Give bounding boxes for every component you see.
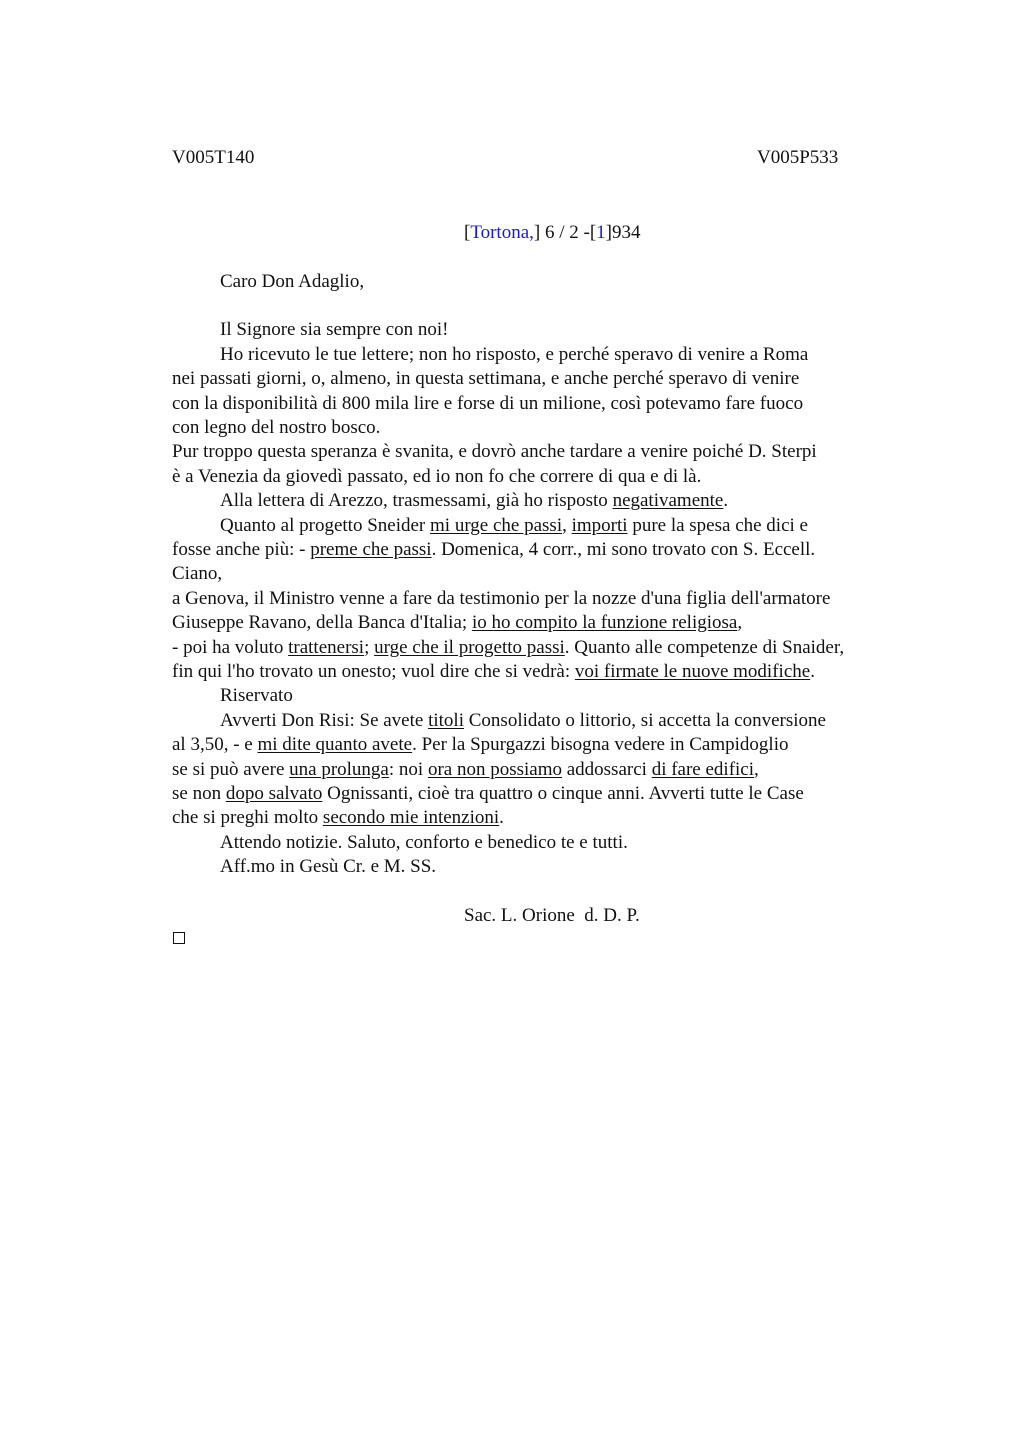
text-run: . bbox=[723, 490, 729, 511]
underlined-text: secondo mie intenzioni bbox=[322, 807, 500, 828]
text-run: Consolidato o littorio, si accetta la conversione bbox=[464, 710, 826, 731]
end-marker-square bbox=[173, 932, 185, 944]
body-line: nei passati giorni, o, almeno, in questa settimana, e anche perché speravo di venire bbox=[172, 368, 800, 389]
body-line bbox=[172, 806, 504, 830]
underlined-text: dopo salvato bbox=[225, 783, 323, 804]
text-run: . Domenica, 4 corr., mi sono trovato con S. Eccell. bbox=[431, 539, 816, 560]
body-line bbox=[172, 782, 804, 806]
body-line bbox=[220, 709, 826, 733]
underlined-text: urge che il progetto passi bbox=[374, 637, 565, 658]
body-line: con la disponibilità di 800 mila lire e forse di un milione, così potevamo fare fuoco bbox=[172, 393, 804, 414]
underlined-text: di fare edifici bbox=[651, 759, 755, 780]
text-run: Ognissanti, cioè tra quattro o cinque anni. Avverti tutte le Case bbox=[322, 783, 804, 804]
text-run: fosse anche più: - bbox=[172, 539, 311, 560]
text-run: - poi ha voluto bbox=[172, 637, 289, 658]
text-run: Giuseppe Ravano, della Banca d'Italia; bbox=[172, 612, 472, 633]
body-line: a Genova, il Ministro venne a fare da testimonio per la nozze d'una figlia dell'armatore bbox=[172, 588, 831, 609]
body-line: Pur troppo questa speranza è svanita, e dovrò anche tardare a venire poiché D. Sterpi bbox=[172, 441, 817, 462]
body-line bbox=[172, 538, 815, 562]
body-line bbox=[172, 611, 742, 635]
underlined-text: titoli bbox=[428, 710, 464, 731]
header-left-code: V005T140 bbox=[172, 147, 255, 168]
text-run: . bbox=[499, 807, 504, 828]
underlined-text: io ho compito la funzione religiosa bbox=[471, 612, 738, 633]
closing-line: Attendo notizie. Saluto, conforto e benedico te e tutti. bbox=[220, 832, 628, 853]
underlined-text: preme che passi bbox=[310, 539, 432, 560]
date-place-link[interactable]: Tortona, bbox=[470, 222, 534, 243]
text-run: Avverti Don Risi: Se avete bbox=[220, 710, 429, 731]
underlined-text: voi firmate le nuove modifiche bbox=[574, 661, 811, 682]
text-run: ; bbox=[364, 637, 375, 658]
salutation: Caro Don Adaglio, bbox=[220, 271, 365, 292]
body-line: con legno del nostro bosco. bbox=[172, 417, 381, 438]
body-line bbox=[172, 733, 788, 757]
text-run: se si può avere bbox=[172, 759, 290, 780]
text-run: addossarci bbox=[561, 759, 652, 780]
text-run: , bbox=[754, 759, 759, 780]
body-line bbox=[172, 636, 844, 660]
text-run: . bbox=[810, 661, 815, 682]
body-line bbox=[172, 660, 815, 684]
body-line bbox=[220, 514, 808, 538]
text-run: , bbox=[562, 515, 572, 536]
underlined-text: importi bbox=[571, 515, 628, 536]
text-run: Alla lettera di Arezzo, trasmessami, già ho risposto bbox=[220, 490, 613, 511]
body-line: Ciano, bbox=[172, 563, 223, 584]
date-year: ]934 bbox=[605, 222, 641, 243]
underlined-text: una prolunga bbox=[289, 759, 389, 780]
text-run: . Quanto alle competenze di Snaider, bbox=[564, 637, 845, 658]
text-run: . Per la Spurgazzi bisogna vedere in Campidoglio bbox=[412, 734, 789, 755]
greeting: Il Signore sia sempre con noi! bbox=[220, 319, 449, 340]
text-run: se non bbox=[172, 783, 226, 804]
reserved-heading: Riservato bbox=[220, 685, 293, 706]
date-year-digit-link[interactable]: 1 bbox=[596, 222, 606, 243]
text-run: : noi bbox=[388, 759, 428, 780]
text-run: fin qui l'ho trovato un onesto; vuol dire che si vedrà: bbox=[172, 661, 575, 682]
body-line bbox=[220, 489, 728, 513]
text-run: pure la spesa che dici e bbox=[627, 515, 808, 536]
date-bracket-open: [ bbox=[464, 222, 471, 243]
body-line: Ho ricevuto le tue lettere; non ho risposto, e perché speravo di venire a Roma bbox=[220, 344, 809, 365]
text-run: , bbox=[737, 612, 743, 633]
underlined-text: negativamente bbox=[612, 490, 724, 511]
text-run: che si preghi molto bbox=[172, 807, 323, 828]
underlined-text: mi dite quanto avete bbox=[257, 734, 413, 755]
underlined-text: ora non possiamo bbox=[427, 759, 562, 780]
header-right-code: V005P533 bbox=[757, 147, 839, 168]
closing-line: Aff.mo in Gesù Cr. e M. SS. bbox=[220, 856, 437, 877]
signature: Sac. L. Orione d. D. P. bbox=[464, 905, 640, 926]
underlined-text: mi urge che passi bbox=[430, 515, 563, 536]
text-run: Quanto al progetto Sneider bbox=[220, 515, 431, 536]
body-line bbox=[172, 758, 759, 782]
body-line: è a Venezia da giovedì passato, ed io non fo che correre di qua e di là. bbox=[172, 466, 702, 487]
letter-date bbox=[464, 221, 641, 245]
date-day-month: ] 6 / 2 -[ bbox=[533, 222, 597, 243]
underlined-text: trattenersi bbox=[288, 637, 365, 658]
text-run: al 3,50, - e bbox=[172, 734, 258, 755]
